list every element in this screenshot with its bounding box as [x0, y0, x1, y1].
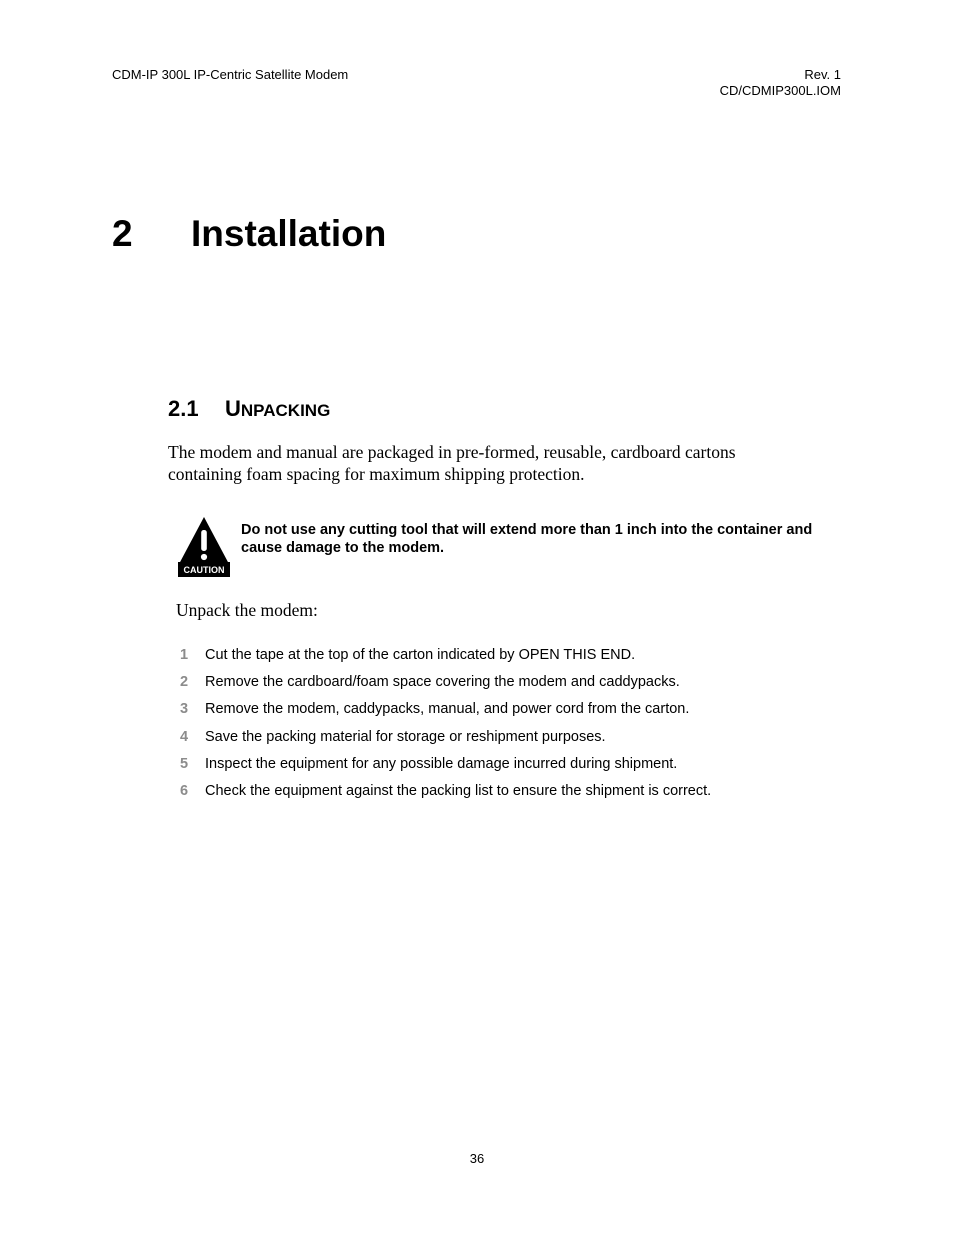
section-title-rest: NPACKING: [240, 401, 331, 420]
header-revision: Rev. 1: [804, 67, 841, 82]
caution-label: CAUTION: [183, 565, 225, 576]
page-number: 36: [469, 1151, 485, 1166]
step-text: Inspect the equipment for any possible damage incurred during shipment.: [205, 755, 678, 772]
list-item: [176, 673, 856, 700]
section-heading: [168, 394, 330, 426]
caution-triangle-icon: [178, 516, 230, 578]
unpack-lead-text: Unpack the modem:: [176, 600, 318, 620]
step-text: Cut the tape at the top of the carton indicated by OPEN THIS END.: [205, 647, 636, 663]
section-title-initial: U: [225, 396, 241, 421]
unpack-steps-list: [176, 646, 856, 809]
chapter-title: Installation: [191, 213, 387, 254]
step-number: 6: [180, 782, 189, 799]
header-revision-block: [720, 67, 841, 99]
header-doc-code: CD/CDMIP300L.IOM: [719, 83, 841, 98]
step-number: 3: [180, 701, 189, 718]
section-number: 2.1: [168, 396, 199, 421]
step-number: 5: [180, 755, 189, 772]
chapter-heading: [112, 210, 386, 258]
list-item: [176, 782, 856, 809]
step-text: Save the packing material for storage or reshipment purposes.: [205, 728, 606, 745]
step-number: 1: [180, 647, 189, 663]
caution-message: Do not use any cutting tool that will extend more than 1 inch into the container and cause damage to the modem.: [241, 522, 813, 556]
step-text: Check the equipment against the packing list to ensure the shipment is correct.: [205, 782, 712, 799]
list-item: [176, 646, 856, 673]
header-product-name: CDM-IP 300L IP-Centric Satellite Modem: [112, 67, 349, 82]
chapter-number: 2: [112, 213, 133, 254]
list-item: [176, 728, 856, 755]
step-text: Remove the modem, caddypacks, manual, and power cord from the carton.: [205, 701, 690, 718]
intro-paragraph: The modem and manual are packaged in pre-formed, reusable, cardboard cartons containing foam spacing for maximum shipping protection.: [168, 442, 736, 484]
step-text: Remove the cardboard/foam space covering the modem and caddypacks.: [205, 674, 680, 691]
step-number: 2: [180, 674, 189, 691]
step-number: 4: [180, 728, 189, 745]
list-item: [176, 700, 856, 727]
list-item: [176, 755, 856, 782]
